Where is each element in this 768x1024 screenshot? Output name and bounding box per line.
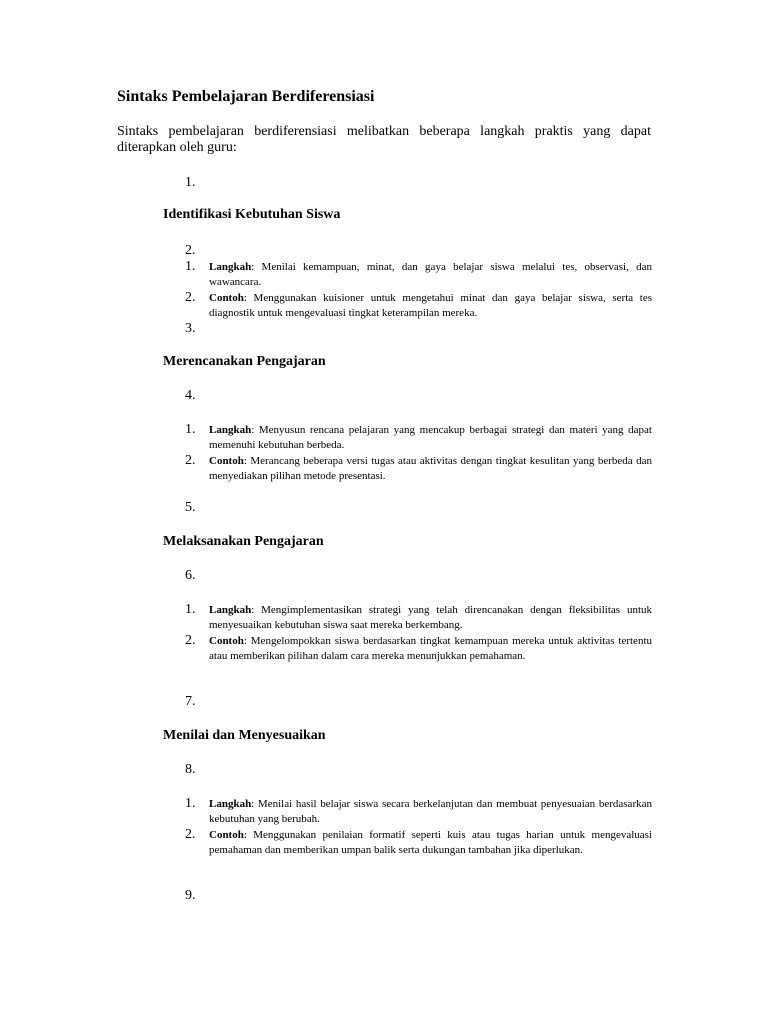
item-body: : Menggunakan kuisioner untuk mengetahui minat dan gaya belajar siswa, serta tes diagnostik untuk mengevaluasi tingkat keterampilan mereka. <box>209 292 652 319</box>
document-title: Sintaks Pembelajaran Berdiferensiasi <box>117 88 375 105</box>
item-label: Contoh <box>209 292 244 304</box>
list-marker-3: 3. <box>185 321 196 336</box>
list-marker-2: 2. <box>185 243 196 258</box>
intro-paragraph: Sintaks pembelajaran berdiferensiasi melibatkan beberapa langkah praktis yang dapat diterapkan oleh guru: <box>117 124 651 155</box>
item-label: Langkah <box>209 604 252 616</box>
item-number: 1. <box>185 259 196 274</box>
item-body: : Mengimplementasikan strategi yang telah direncanakan dengan fleksibilitas untuk menyesuaikan kebutuhan siswa saat mereka berkembang. <box>209 604 652 631</box>
list-marker-9: 9. <box>185 888 196 903</box>
list-marker-5: 5. <box>185 500 196 515</box>
item-text <box>209 828 652 857</box>
item-label: Langkah <box>209 424 252 436</box>
item-text <box>209 603 652 632</box>
item-number: 2. <box>185 290 196 305</box>
item-label: Contoh <box>209 635 244 647</box>
item-number: 1. <box>185 602 196 617</box>
item-text <box>209 797 652 826</box>
list-marker-1: 1. <box>185 175 196 190</box>
item-text <box>209 423 652 452</box>
item-text <box>209 634 652 663</box>
item-text <box>209 291 652 320</box>
item-number: 2. <box>185 827 196 842</box>
section-heading-menilai: Menilai dan Menyesuaikan <box>163 728 326 743</box>
item-body: : Mengelompokkan siswa berdasarkan tingkat kemampuan mereka untuk aktivitas tertentu atau memberikan pilihan dalam cara mereka menunjukkan pemahaman. <box>209 635 652 662</box>
item-text <box>209 454 652 483</box>
item-body: : Menyusun rencana pelajaran yang mencakup berbagai strategi dan materi yang dapat memenuhi kebutuhan berbeda. <box>209 424 652 451</box>
item-label: Langkah <box>209 261 252 273</box>
item-body: : Merancang beberapa versi tugas atau aktivitas dengan tingkat kesulitan yang berbeda dan menyediakan pilihan metode presentasi. <box>209 455 652 482</box>
item-body: : Menilai hasil belajar siswa secara berkelanjutan dan membuat penyesuaian berdasarkan kebutuhan yang berubah. <box>209 798 652 825</box>
item-number: 2. <box>185 633 196 648</box>
section-heading-melaksanakan: Melaksanakan Pengajaran <box>163 534 324 549</box>
item-number: 1. <box>185 422 196 437</box>
list-marker-4: 4. <box>185 388 196 403</box>
item-text <box>209 260 652 289</box>
list-marker-7: 7. <box>185 694 196 709</box>
section-heading-merencanakan: Merencanakan Pengajaran <box>163 354 326 369</box>
item-label: Contoh <box>209 829 244 841</box>
item-number: 1. <box>185 796 196 811</box>
item-body: : Menilai kemampuan, minat, dan gaya belajar siswa melalui tes, observasi, dan wawancara. <box>209 261 652 288</box>
section-heading-identifikasi: Identifikasi Kebutuhan Siswa <box>163 207 341 222</box>
item-label: Contoh <box>209 455 244 467</box>
item-body: : Menggunakan penilaian formatif seperti kuis atau tugas harian untuk mengevaluasi pemahaman dan memberikan umpan balik serta dukungan tambahan jika diperlukan. <box>209 829 652 856</box>
list-marker-8: 8. <box>185 762 196 777</box>
item-label: Langkah <box>209 798 252 810</box>
item-number: 2. <box>185 453 196 468</box>
list-marker-6: 6. <box>185 568 196 583</box>
